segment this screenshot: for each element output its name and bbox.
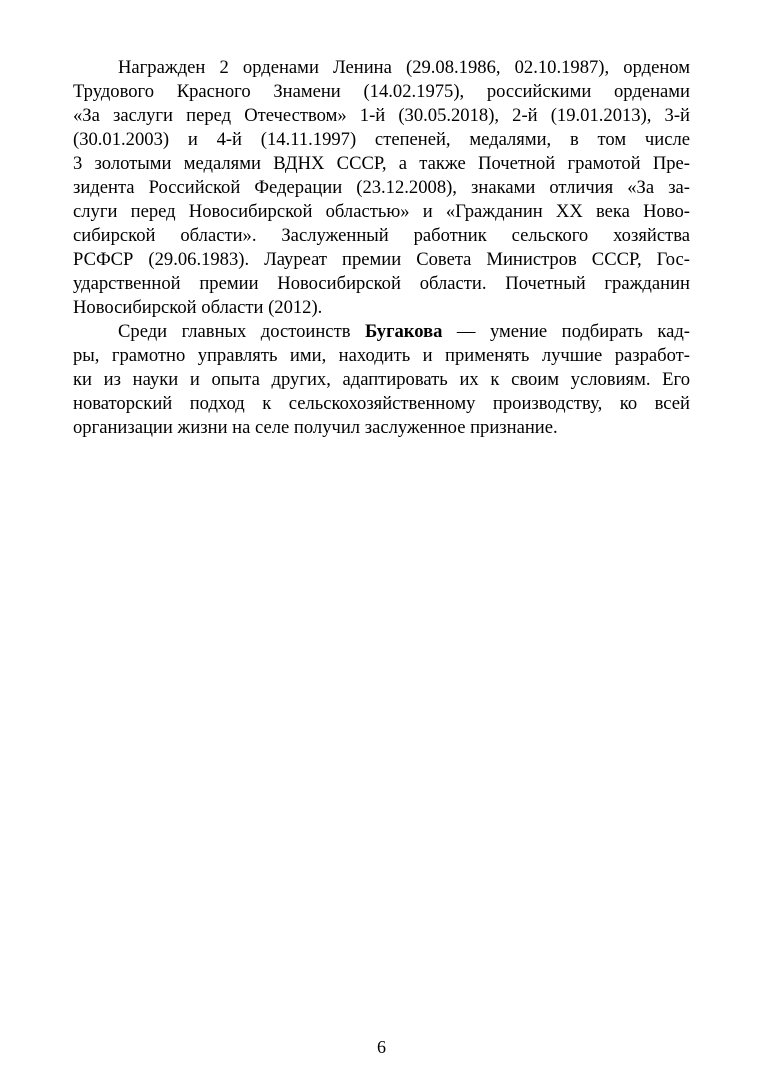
paragraph-line: Награжден 2 орденами Ленина (29.08.1986, 02.10.1987), орденом xyxy=(118,57,690,78)
paragraph-line: ударственной премии Новосибирской области. Почетный гражданин xyxy=(73,273,690,294)
paragraph-line: ки из науки и опыта других, адаптировать их к своим условиям. Его xyxy=(73,369,690,390)
paragraph-line: Новосибирской области (2012). xyxy=(73,297,323,318)
paragraph-line-with-bold xyxy=(73,320,690,344)
paragraph-line: зидента Российской Федерации (23.12.2008), знаками отличия «За за- xyxy=(73,177,690,198)
paragraph-line: «За заслуги перед Отечеством» 1-й (30.05.2018), 2-й (19.01.2013), 3-й xyxy=(73,105,690,126)
paragraph-line: новаторский подход к сельскохозяйственному производству, ко всей xyxy=(73,393,690,414)
paragraph-line: 3 золотыми медалями ВДНХ СССР, а также Почетной грамотой Пре- xyxy=(73,153,690,174)
text-segment: — умение подбирать кад- xyxy=(442,321,691,342)
paragraph-line: РСФСР (29.06.1983). Лауреат премии Совета Министров СССР, Гос- xyxy=(73,249,690,270)
paragraph-line: организации жизни на селе получил заслуженное признание. xyxy=(73,417,558,438)
paragraph-awards xyxy=(73,56,690,320)
paragraph-line: слуги перед Новосибирской областью» и «Гражданин ХХ века Ново- xyxy=(73,201,690,222)
text-segment: Среди главных достоинств xyxy=(118,321,365,342)
page-number: 6 xyxy=(377,1037,386,1057)
paragraph-line: (30.01.2003) и 4-й (14.11.1997) степеней, медалями, в том числе xyxy=(73,129,690,150)
paragraph-line: ры, грамотно управлять ими, находить и применять лучшие разработ- xyxy=(73,345,690,366)
body-text xyxy=(73,56,690,440)
bold-name: Бугакова xyxy=(364,321,443,342)
paragraph-line: сибирской области». Заслуженный работник сельского хозяйства xyxy=(73,225,690,246)
paragraph-merits xyxy=(73,320,690,440)
paragraph-line: Трудового Красного Знамени (14.02.1975), российскими орденами xyxy=(73,81,690,102)
